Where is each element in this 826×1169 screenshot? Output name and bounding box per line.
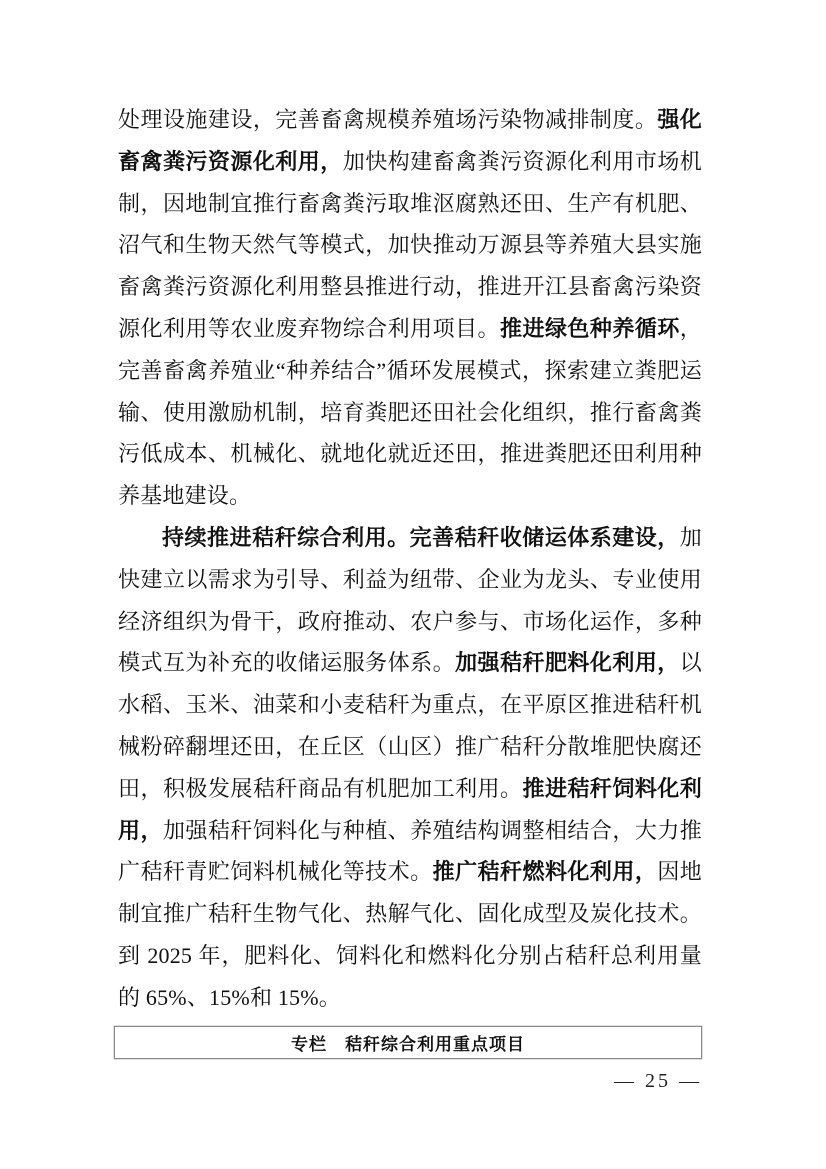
- document-body: [118, 99, 702, 1019]
- callout-box: [114, 1026, 702, 1059]
- text-run: 加快建立以需求为引导、利益为纽带、企业为龙头、专业使用经济组织为骨干，政府推动、农户参与、市场化运作，多种模式互为补充的收储运服务体系。: [118, 524, 702, 676]
- emphasis-run: 强化畜禽粪污资源化利用，: [118, 107, 702, 174]
- text-run: 加快构建畜禽粪污资源化利用市场机制，因地制宜推行畜禽粪污取堆沤腐熟还田、生产有机肥、沼气和生物天然气等模式，加快推动万源县等养殖大县实施畜禽粪污资源化利用整县推进行动，推进开江县畜禽污染资源化利用等农业废弃物综合利用项目。: [118, 148, 702, 341]
- text-run: 加强秸秆饲料化与种植、养殖结构调整相结合，大力推广秸秆青贮饲料机械化等技术。: [118, 817, 702, 885]
- text-run: 处理设施建设，完善畜禽规模养殖场污染物减排制度。: [118, 107, 658, 132]
- paragraph-1: [118, 99, 702, 517]
- emphasis-run: 加强秸秆肥料化利用，: [455, 650, 680, 676]
- paragraph-2: [118, 517, 702, 1019]
- callout-title: 专栏 秸秆综合利用重点项目: [291, 1035, 525, 1054]
- emphasis-run: 推广秸秆燃料化利用，: [432, 859, 658, 885]
- text-run: 以水稻、玉米、油菜和小麦秸秆为重点，在平原区推进秸秆机械粉碎翻埋还田，在丘区（山区）推广秸秆分散堆肥快腐还田，积极发展秸秆商品有机肥加工利用。: [118, 650, 702, 801]
- text-run: 因地制宜推广秸秆生物气化、热解气化、固化成型及炭化技术。到 2025 年，肥料化、饲料化和燃料化分别占秸秆总利用量的 65%、15%和 15%。: [118, 859, 702, 1010]
- page-number: — 25 —: [614, 1070, 702, 1092]
- emphasis-run: 推进秸秆饲料化利用，: [118, 775, 702, 843]
- text-run: ，完善畜禽养殖业“种养结合”循环发展模式，探索建立粪肥运输、使用激励机制，培育粪肥还田社会化组织，推行畜禽粪污低成本、机械化、就地化就近还田，推进粪肥还田利用种养基地建设。: [118, 315, 702, 509]
- emphasis-run: 持续推进秸秆综合利用。完善秸秆收储运体系建设，: [162, 524, 680, 550]
- emphasis-run: 推进绿色种养循环: [500, 315, 680, 341]
